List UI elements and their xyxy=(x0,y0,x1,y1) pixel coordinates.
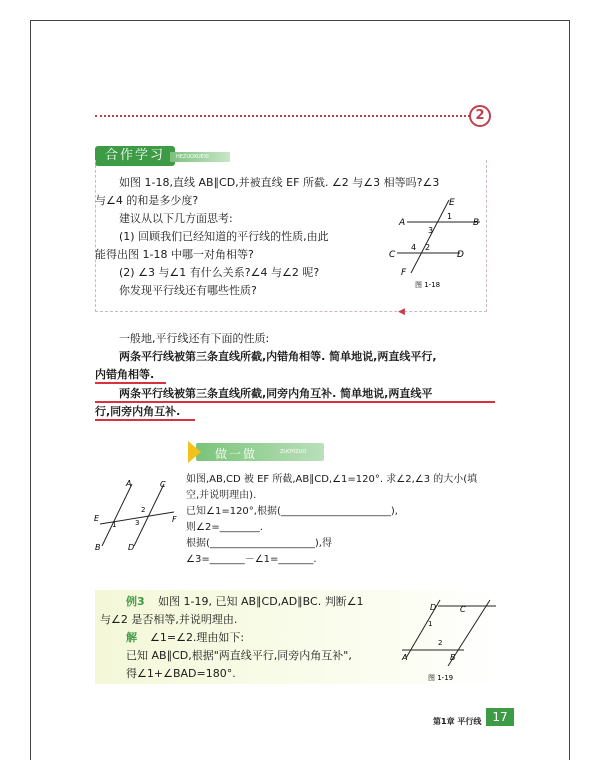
angle-label-1: 1 xyxy=(112,521,117,529)
example-line-5: 得∠1+∠BAD=180°. xyxy=(126,667,236,680)
coop-text-line: 如图 1-18,直线 AB∥CD,并被直线 EF 所截. ∠2 与∠3 相等吗?∠3 xyxy=(119,176,440,189)
line-ef xyxy=(411,200,449,273)
property-1-line-2: 内错角相等. xyxy=(95,368,155,381)
label-a: A xyxy=(402,653,408,662)
solution-tag: 解 xyxy=(126,631,137,644)
label-e: E xyxy=(94,514,100,523)
angle-label-2: 2 xyxy=(141,506,146,514)
do-it-text-line: 已知∠1=120°,根据(______________________), xyxy=(186,506,398,517)
section-divider xyxy=(95,115,470,117)
label-d: D xyxy=(457,250,464,260)
property-2-line-1: 两条平行线被第三条直线所截,同旁内角互补. 简单地说,两直线平 xyxy=(119,387,433,400)
coop-text-line: 建议从以下几方面思考: xyxy=(119,212,233,225)
label-a: A xyxy=(126,479,132,488)
label-c: C xyxy=(160,480,166,489)
section-number-badge: 2 xyxy=(469,105,491,127)
coop-text-line: 能得出图 1-18 中哪一对角相等? xyxy=(95,248,254,261)
label-b: B xyxy=(95,543,101,552)
do-it-text-line: ∠3=_______－∠1=_______. xyxy=(186,554,317,565)
property-2-line-2: 行,同旁内角互补. xyxy=(95,405,181,418)
angle-label-3: 3 xyxy=(135,519,140,527)
label-d: D xyxy=(128,543,135,552)
label-c: C xyxy=(389,250,396,260)
figure-caption: 图 1-18 xyxy=(415,281,441,289)
coop-text-line: 与∠4 的和是多少度? xyxy=(95,194,199,207)
angle-label-1: 1 xyxy=(428,620,433,628)
property-1-underline xyxy=(95,382,166,384)
do-it-text-line: 如图,AB,CD 被 EF 所截,AB∥CD,∠1=120°. 求∠2,∠3 的大小(填 xyxy=(186,474,478,485)
label-d: D xyxy=(430,603,437,612)
label-f: F xyxy=(401,268,407,278)
angle-label-3: 3 xyxy=(428,226,434,235)
footer-chapter: 第1章 平行线 xyxy=(433,717,482,726)
line-ab xyxy=(102,484,132,546)
example-line-3: ∠1=∠2.理由如下: xyxy=(150,631,245,644)
example-tag: 例3 xyxy=(126,595,145,608)
do-it-label: 做一做 xyxy=(215,447,258,461)
label-f: F xyxy=(172,515,177,524)
angle-label-4: 4 xyxy=(411,243,417,252)
example-line-1: 如图 1-19, 已知 AB∥CD,AD∥BC. 判断∠1 xyxy=(158,595,364,608)
label-e: E xyxy=(449,198,455,208)
do-it-text-line: 则∠2=________. xyxy=(186,522,263,533)
do-it-text-line: 空,并说明理由). xyxy=(186,490,257,501)
coop-learning-tab: 合作学习 xyxy=(95,146,175,166)
arrow-icon: ◀ xyxy=(398,307,405,317)
figure-caption: 图 1-19 xyxy=(428,674,454,682)
label-b: B xyxy=(473,218,480,228)
coop-text-line: (2) ∠3 与∠1 有什么关系?∠4 与∠2 呢? xyxy=(119,266,320,279)
label-a: A xyxy=(399,218,406,228)
angle-label-2: 2 xyxy=(425,243,431,252)
line-cd xyxy=(134,484,164,546)
property-2-underline-2 xyxy=(95,419,195,421)
property-1-line-1: 两条平行线被第三条直线所截,内错角相等. 简单地说,两直线平行, xyxy=(119,350,437,363)
coop-learning-subtitle: HEZUOXUEXI xyxy=(170,152,230,162)
figure-1-18 xyxy=(385,195,495,295)
angle-label-2: 2 xyxy=(438,639,443,647)
page-number: 17 xyxy=(486,708,514,726)
angle-label-1: 1 xyxy=(447,212,453,221)
do-it-text-line: 根据(_____________________),得 xyxy=(186,538,332,549)
coop-text-line: (1) 回顾我们已经知道的平行线的性质,由此 xyxy=(119,230,329,243)
example-line-4: 已知 AB∥CD,根据"两直线平行,同旁内角互补", xyxy=(126,649,352,662)
example-line-2: 与∠2 是否相等,并说明理由. xyxy=(100,613,238,626)
property-2-underline xyxy=(95,401,495,403)
triangle-icon xyxy=(188,441,201,463)
label-c: C xyxy=(460,605,466,614)
figure-do-it xyxy=(92,478,187,556)
figure-1-19 xyxy=(398,598,498,686)
do-it-subtitle: ZUOYIZUO xyxy=(280,449,307,455)
properties-intro: 一般地,平行线还有下面的性质: xyxy=(119,332,270,345)
coop-text-line: 你发现平行线还有哪些性质? xyxy=(119,284,257,297)
label-b: B xyxy=(450,653,456,662)
